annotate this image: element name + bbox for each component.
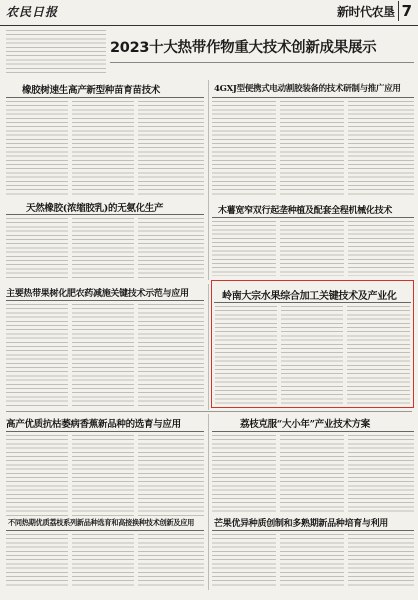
page-number: 7 — [398, 1, 412, 21]
article-a2-col1 — [212, 101, 276, 197]
article-a9-col3 — [138, 534, 204, 588]
headline-a7: 高产优质抗枯萎病香蕉新品种的选育与应用 — [6, 419, 181, 430]
article-a3-col1 — [6, 218, 68, 280]
article-a7-col3 — [138, 435, 204, 517]
rule — [6, 300, 204, 301]
title-rule — [110, 62, 414, 63]
newspaper-logo: 农民日报 — [6, 5, 59, 19]
masthead — [0, 0, 418, 26]
rule — [212, 97, 414, 98]
section-separator — [6, 411, 412, 412]
headline-a5: 主要热带果树化肥农药减施关键技术示范与应用 — [6, 289, 189, 299]
article-a4-col3 — [348, 221, 414, 276]
rule — [212, 217, 414, 218]
article-a5-col3 — [138, 304, 204, 408]
article-a5-col1 — [6, 304, 68, 408]
article-a10-col3 — [348, 534, 414, 588]
headline-a4: 木薯宽窄双行起垄种植及配套全程机械化技术 — [218, 206, 393, 216]
column-rule — [208, 284, 209, 410]
article-a6-col1 — [215, 306, 277, 404]
article-a4-col2 — [280, 221, 344, 276]
column-rule — [208, 414, 209, 590]
intro-text-block — [6, 30, 106, 74]
article-a9-col2 — [72, 534, 134, 588]
headline-a8: 荔枝克服“大小年”产业技术方案 — [240, 419, 370, 430]
article-a8-col3 — [348, 435, 414, 513]
article-a1-col1 — [6, 101, 68, 195]
article-a3-col3 — [138, 218, 204, 280]
rule — [6, 431, 204, 432]
headline-a10: 芒果优异种质创制和多熟期新品种培育与利用 — [214, 519, 389, 529]
article-a5-col2 — [72, 304, 134, 408]
article-a4-col1 — [212, 221, 276, 276]
rule — [6, 530, 204, 531]
headline-a6: 岭南大宗水果综合加工关键技术及产业化 — [222, 291, 397, 302]
article-a7-col1 — [6, 435, 68, 517]
article-a3-col2 — [72, 218, 134, 280]
article-a8-col2 — [280, 435, 344, 513]
article-a6-col3 — [347, 306, 410, 404]
rule — [212, 431, 414, 432]
column-rule — [208, 80, 209, 280]
rule — [6, 214, 204, 215]
rule — [6, 97, 204, 98]
page-main-title: 2023十大热带作物重大技术创新成果展示 — [110, 40, 377, 56]
rule — [212, 530, 414, 531]
headline-a3: 天然橡胶(浓缩胶乳)的无氨化生产 — [26, 203, 164, 214]
article-a8-col1 — [212, 435, 276, 513]
article-a2-col2 — [280, 101, 344, 197]
headline-a2: 4GXJ型便携式电动割胶装备的技术研制与推广应用 — [214, 84, 401, 94]
article-a1-col3 — [138, 101, 204, 195]
rule — [214, 302, 411, 303]
article-a9-col1 — [6, 534, 68, 588]
headline-a1: 橡胶树速生高产新型种苗育苗技术 — [22, 85, 161, 96]
article-a10-col2 — [280, 534, 344, 588]
article-a7-col2 — [72, 435, 134, 517]
article-a6-col2 — [281, 306, 343, 404]
headline-a9: 不同热期优质荔枝系列新品种选育和高接换种技术创新及应用 — [8, 518, 194, 527]
masthead-right — [337, 1, 412, 21]
article-a1-col2 — [72, 101, 134, 195]
article-a2-col3 — [348, 101, 414, 197]
section-title: 新时代农垦 — [337, 4, 395, 19]
article-a10-col1 — [212, 534, 276, 588]
